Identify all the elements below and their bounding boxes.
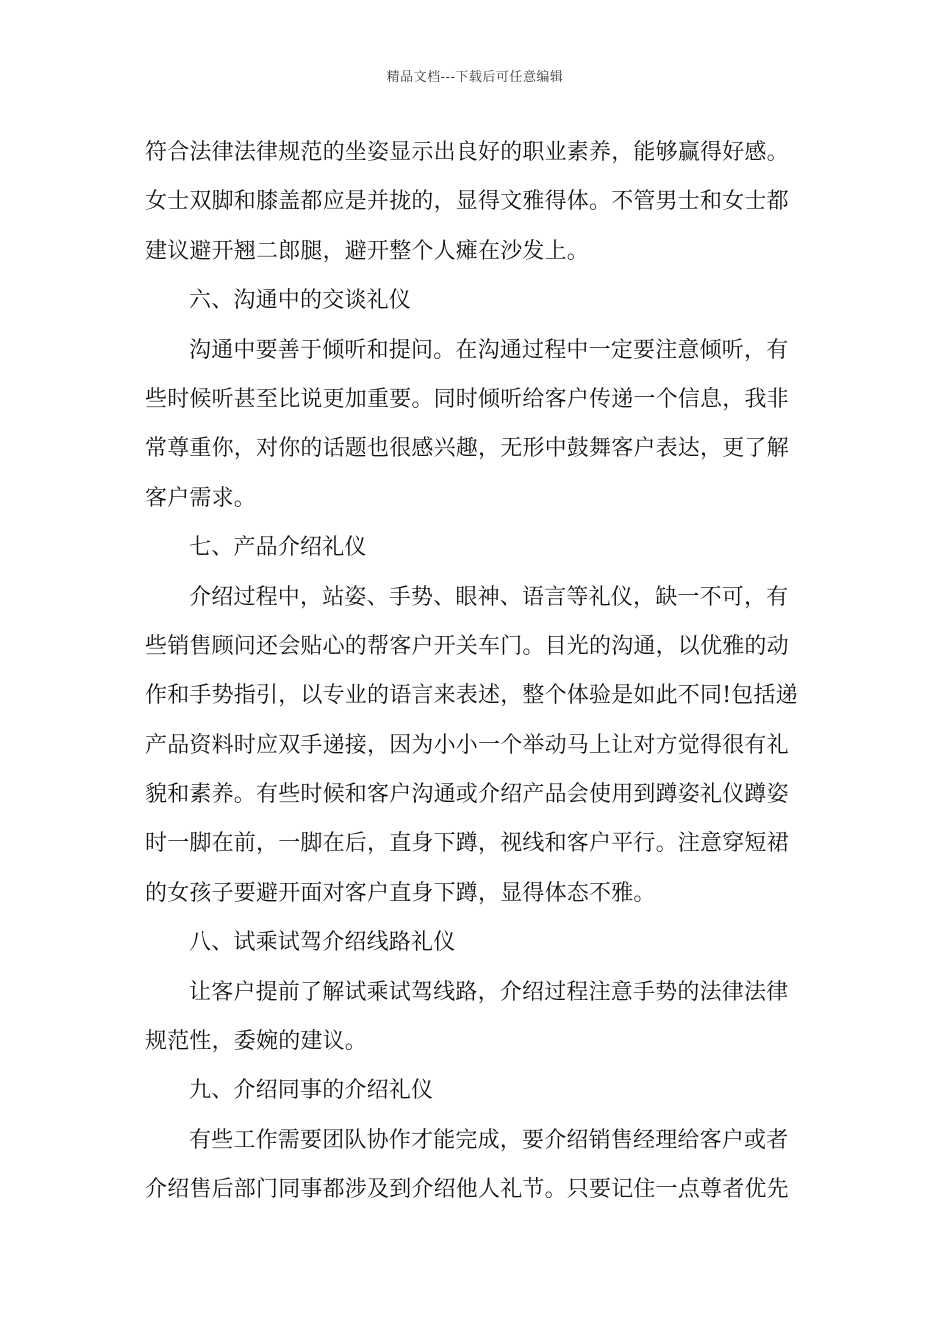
text-line: 产品资料时应双手递接，因为小小一个举动马上让对方觉得很有礼 <box>145 732 789 758</box>
text-line: 些销售顾问还会贴心的帮客户开关车门。目光的沟通，以优雅的动 <box>145 633 789 659</box>
section-heading: 八、试乘试驾介绍线路礼仪 <box>189 930 456 956</box>
text-line: 时一脚在前，一脚在后，直身下蹲，视线和客户平行。注意穿短裙 <box>145 831 789 857</box>
text-line: 的女孩子要避开面对客户直身下蹲，显得体态不雅。 <box>145 880 656 906</box>
text-line: 貌和素养。有些时候和客户沟通或介绍产品会使用到蹲姿礼仪蹲姿 <box>145 782 789 808</box>
text-line: 有些工作需要团队协作才能完成，要介绍销售经理给客户或者 <box>189 1127 789 1153</box>
document-body <box>145 128 807 1215</box>
text-line: 介绍售后部门同事都涉及到介绍他人礼节。只要记住一点尊者优先 <box>145 1177 789 1203</box>
section-heading: 七、产品介绍礼仪 <box>189 535 367 561</box>
text-line: 常尊重你，对你的话题也很感兴趣，无形中鼓舞客户表达，更了解 <box>145 436 789 462</box>
text-line: 客户需求。 <box>145 485 257 511</box>
text-line: 规范性，委婉的建议。 <box>145 1029 368 1055</box>
section-heading: 九、介绍同事的介绍礼仪 <box>189 1078 434 1104</box>
text-line: 让客户提前了解试乘试驾线路，介绍过程注意手势的法律法律 <box>189 979 789 1005</box>
text-line: 介绍过程中，站姿、手势、眼神、语言等礼仪，缺一不可，有 <box>189 584 789 610</box>
text-line: 沟通中要善于倾听和提问。在沟通过程中一定要注意倾听，有 <box>189 337 789 363</box>
page-header: 精品文档---下载后可任意编辑 <box>386 70 564 85</box>
section-heading: 六、沟通中的交谈礼仪 <box>189 288 412 314</box>
text-line: 建议避开翘二郎腿，避开整个人瘫在沙发上。 <box>145 238 590 264</box>
text-line: 作和手势指引，以专业的语言来表述，整个体验是如此不同!包括递 <box>145 683 798 709</box>
text-line: 女士双脚和膝盖都应是并拢的，显得文雅得体。不管男士和女士都 <box>145 189 789 215</box>
text-line: 符合法律法律规范的坐姿显示出良好的职业素养，能够赢得好感。 <box>145 140 789 165</box>
text-line: 些时候听甚至比说更加重要。同时倾听给客户传递一个信息，我非 <box>145 386 789 412</box>
